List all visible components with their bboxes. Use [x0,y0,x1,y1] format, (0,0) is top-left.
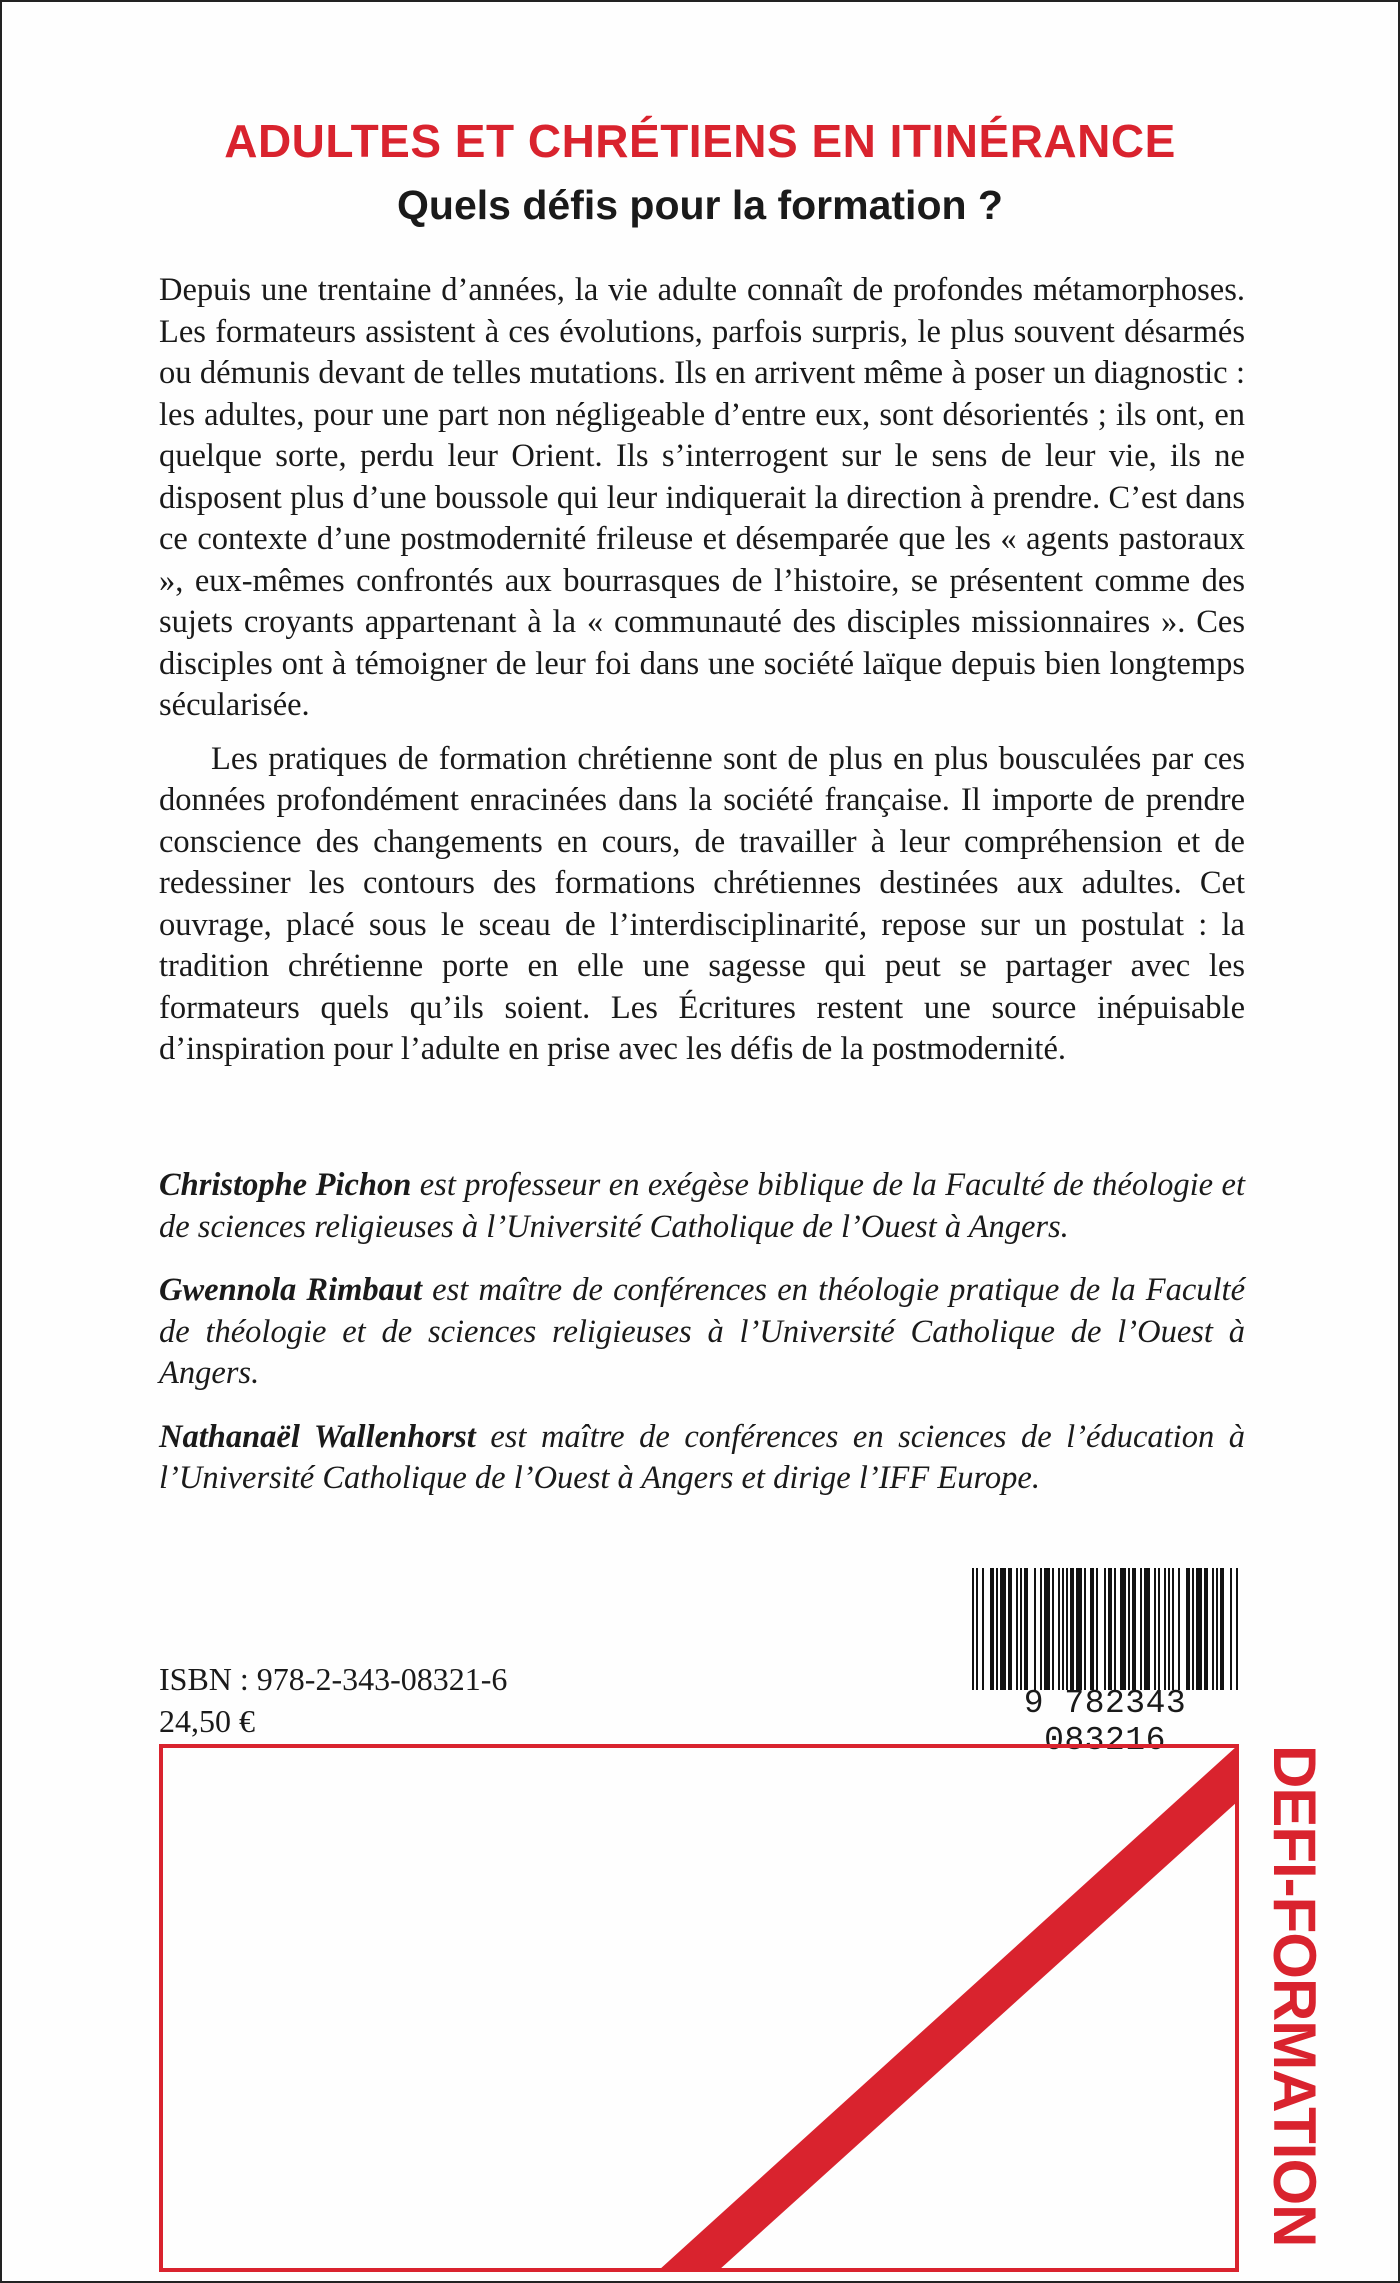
author-bio [159,1270,1245,1395]
barcode-bar [1090,1568,1094,1690]
author-bio-text: est maître de conférences en sciences de l’éducation à l’Université Catholique de l’Ouest à Angers et dirige l’IFF Europe. [159,1418,1245,1496]
barcode-bar [990,1568,994,1690]
barcode-bar [1024,1568,1028,1690]
description-paragraph: Depuis une trentaine d’années, la vie adulte connaît de profondes métamorphoses. Les formateurs assistent à ces évolutions, parfois surpris, le plus souvent désarmés ou démunis devant de telles mutations. Ils en arrivent même à poser un diagnostic : les adultes, pour une part non négligeable d’entre eux, sont désorientés ; ils ont, en quelque sorte, perdu leur Orient. Ils s’interrogent sur le sens de leur vie, ils ne disposent plus d’une boussole qui leur indiquerait la direction à prendre. C’est dans ce contexte d’une postmodernité frileuse et désemparée que les « agents pastoraux », eux-mêmes confrontés aux bourrasques de l’histoire, se présentent comme des sujets croyants appartenant à la « communauté des disciples missionnaires ». Ces disciples ont à témoigner de leur foi dans une société laïque depuis bien longtemps sécularisée. [159,272,1245,723]
barcode-bar [1034,1568,1036,1690]
barcode-bar [1178,1568,1180,1690]
barcode-bar [1168,1568,1170,1690]
barcode-bar [1096,1568,1098,1690]
author-name: Christophe Pichon [159,1167,412,1203]
barcode [970,1568,1240,1759]
barcode-bar [1066,1568,1068,1690]
barcode-bar [1120,1568,1126,1690]
barcode-bar [1128,1568,1130,1690]
barcode-bar [1230,1568,1232,1690]
author-bio-text: est maître de conférences en théologie pratique de la Faculté de théologie et de sciences religieuses à l’Université Catholique de l’Ouest à Angers. [159,1272,1246,1391]
description-paragraph: Les pratiques de formation chrétienne sont de plus en plus bousculées par ces données profondément enracinées dans la société française. Il importe de prendre conscience des changements en cours, de travailler à leur compréhension et de redessiner les contours des formations chrétiennes destinées aux adultes. Cet ouvrage, placé sous le sceau de l’interdisciplinarité, repose sur un postulat : la tradition chrétienne porte en elle une sagesse qui peut se partager avec les formateurs quels qu’ils soient. Les Écritures restent une source inépuisable d’inspiration pour l’adulte en prise avec les défis de la postmodernité. [159,740,1245,1067]
barcode-bar [1236,1568,1238,1690]
barcode-bar [1084,1568,1086,1690]
barcode-bar [1216,1568,1218,1690]
barcode-bar [1172,1568,1174,1690]
barcode-bar [1016,1568,1018,1690]
barcode-bar [1108,1568,1112,1690]
book-subtitle: Quels défis pour la formation ? [397,182,1003,228]
barcode-bar [1164,1568,1166,1690]
barcode-bar [1058,1568,1060,1690]
barcode-bar [1052,1568,1054,1690]
frame-diagonal-stripe [659,1746,1237,2270]
barcode-bar [1196,1568,1202,1690]
barcode-bar [1104,1568,1106,1690]
barcode-bar [1070,1568,1074,1690]
barcode-digits: 9 782343 083216 [1023,1685,1187,1759]
barcode-bar [1114,1568,1116,1690]
barcode-bar [1040,1568,1042,1690]
barcode-bar [1132,1568,1136,1690]
price: 24,50 € [159,1703,255,1739]
barcode-bar [982,1568,984,1690]
barcode-icon [970,1568,1240,1690]
barcode-bar [1204,1568,1208,1690]
barcode-bar [1192,1568,1194,1690]
barcode-bar [996,1568,998,1690]
barcode-bar [1212,1568,1214,1690]
isbn: ISBN : 978-2-343-08321-6 [159,1661,508,1697]
barcode-bar [1008,1568,1012,1690]
barcode-bar [1000,1568,1006,1690]
barcode-bar [1020,1568,1022,1690]
author-name: Gwennola Rimbaut [159,1272,423,1308]
author-bio [159,1417,1245,1500]
barcode-bar [1220,1568,1224,1690]
author-bio [159,1165,1245,1248]
barcode-bar [972,1568,974,1690]
barcode-bar [1144,1568,1150,1690]
barcode-bar [1158,1568,1160,1690]
barcode-bar [976,1568,978,1690]
author-name: Nathanaël Wallenhorst [159,1418,476,1455]
barcode-bar [1076,1568,1082,1690]
author-bios [159,1165,1245,1522]
barcode-bar [1044,1568,1050,1690]
barcode-bar [1154,1568,1156,1690]
frame-border [161,1746,1237,2270]
barcode-bar [1186,1568,1190,1690]
author-bio-text: est professeur en exégèse biblique de la Faculté de théologie et de sciences religieuses à l’Université Catholique de l’Ouest à Angers. [159,1167,1245,1245]
book-title: ADULTES ET CHRÉTIENS EN ITINÉRANCE [224,115,1176,167]
collection-frame [159,1744,1239,2272]
collection-name: DEFI-FORMATION [1261,1745,1328,2247]
barcode-bar [1140,1568,1142,1690]
description [159,270,1245,1071]
barcode-bar [1062,1568,1064,1690]
isbn-block [159,1658,507,1742]
